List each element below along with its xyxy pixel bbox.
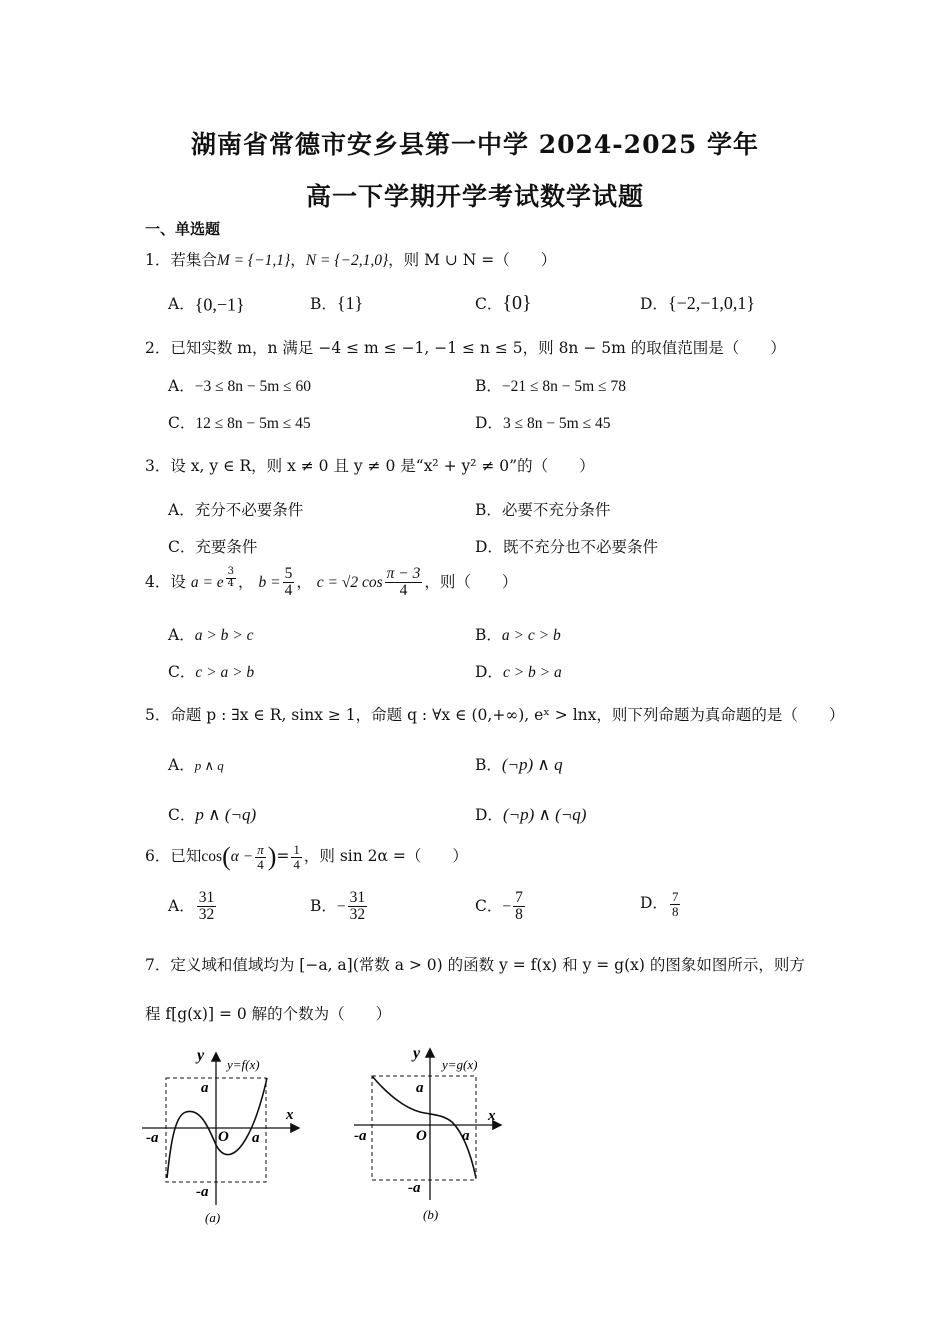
figure-a-a-top: a — [201, 1080, 209, 1096]
question-1: 1．若集合M = {−1,1}，N = {−2,1,0}，则 M ∪ N =（ ） — [145, 251, 557, 269]
figure-b-origin: O — [416, 1128, 427, 1144]
q2-option-b[interactable]: B．−21 ≤ 8n − 5m ≤ 78 — [475, 377, 626, 395]
figure-a-a-right: a — [252, 1130, 260, 1146]
question-3: 3．设 x, y ∈ R，则 x ≠ 0 且 y ≠ 0 是“x² + y² ≠ 0”的（ ） — [145, 457, 595, 475]
q1-option-b[interactable]: B．{1} — [310, 293, 364, 313]
figure-b-caption: (b) — [423, 1207, 439, 1222]
figure-b-x-label: x — [488, 1108, 496, 1124]
q2-option-d[interactable]: D．3 ≤ 8n − 5m ≤ 45 — [475, 414, 611, 432]
figure-b-graph — [350, 1040, 515, 1230]
section-heading: 一、单选题 — [145, 220, 221, 238]
q6-option-d[interactable]: D． $\frac{7}{8}$ — [640, 889, 679, 919]
figure-b-neg-a-left: -a — [354, 1128, 367, 1144]
question-5: 5．命题 p : ∃x ∈ R, sinx ≥ 1，命题 q : ∀x ∈ (0,+∞), eˣ > lnx，则下列命题为真命题的是（ ） — [145, 706, 845, 724]
page-subtitle: 高一下学期开学考试数学试题 — [305, 182, 644, 211]
q2-option-c[interactable]: C．12 ≤ 8n − 5m ≤ 45 — [168, 414, 311, 432]
q1-option-c[interactable]: C．{0} — [475, 292, 532, 314]
figure-b-y-label: y — [413, 1045, 421, 1062]
q4-option-c[interactable]: C．c > a > b — [168, 663, 255, 681]
question-7-line2: 程 f[g(x)] = 0 解的个数为（ ） — [145, 1005, 392, 1023]
figure-b-curve — [372, 1076, 476, 1178]
q2-option-a[interactable]: A．−3 ≤ 8n − 5m ≤ 60 — [168, 377, 312, 395]
q6-option-a[interactable]: A． $\frac{31}{32}$ — [168, 889, 215, 924]
figure-a-graph — [140, 1040, 310, 1230]
figure-a-neg-a-bottom: -a — [196, 1184, 209, 1200]
q5-option-d[interactable]: D．(¬p) ∧ (¬q) — [475, 805, 587, 824]
figure-a-x-label: x — [286, 1107, 294, 1123]
question-2: 2．已知实数 m，n 满足 −4 ≤ m ≤ −1, −1 ≤ n ≤ 5，则 8n − 5m 的取值范围是（ ） — [145, 339, 786, 357]
figure-a-origin: O — [218, 1129, 229, 1145]
q6-option-c[interactable]: C．− $\frac{7}{8}$ — [475, 889, 523, 924]
figure-a-neg-a-left: -a — [146, 1130, 159, 1146]
q5-option-b[interactable]: B．(¬p) ∧ q — [475, 755, 563, 774]
figure-b-func-label: y=g(x) — [442, 1057, 478, 1072]
q3-option-d[interactable]: D．既不充分也不必要条件 — [475, 538, 658, 556]
q3-option-a[interactable]: A．充分不必要条件 — [168, 501, 304, 519]
q4-option-b[interactable]: B．a > c > b — [475, 626, 561, 644]
q4-option-d[interactable]: D．c > b > a — [475, 663, 562, 681]
q5-option-a[interactable]: A．p ∧ q — [168, 756, 224, 774]
q5-option-c[interactable]: C．p ∧ (¬q) — [168, 805, 257, 824]
figure-a-caption: (a) — [205, 1210, 221, 1225]
figure-a-func-label: y=f(x) — [227, 1057, 260, 1072]
figure-b-neg-a-bottom: -a — [408, 1180, 421, 1196]
figure-b-a-right: a — [462, 1128, 470, 1144]
q4-option-a[interactable]: A．a > b > c — [168, 626, 254, 644]
question-4: 4．设 a = e $^{\frac{3}{4}}$ ， b = $\frac{5}{4}$ ， c = √2 cos $\frac{\pi - 3}{4}$ ，则（ ） — [145, 565, 518, 600]
q1-option-d[interactable]: D．{−2,−1,0,1} — [640, 293, 756, 313]
figure-b-a-top: a — [416, 1080, 424, 1096]
question-6: 6．已知cos(α − $\frac{\pi}{4}$ )= $\frac{1}{4}$ ，则 sin 2α =（ ） — [145, 841, 468, 872]
q6-option-b[interactable]: B．− $\frac{31}{32}$ — [310, 889, 366, 924]
q3-option-c[interactable]: C．充要条件 — [168, 538, 258, 556]
page-title: 湖南省常德市安乡县第一中学 2024-2025 学年 — [191, 130, 759, 159]
q3-option-b[interactable]: B．必要不充分条件 — [475, 501, 611, 519]
figure-a-y-label: y — [197, 1047, 205, 1064]
question-7-line1: 7．定义域和值域均为 [−a, a](常数 a > 0) 的函数 y = f(x) 和 y = g(x) 的图象如图所示，则方 — [145, 956, 805, 974]
q1-option-a[interactable]: A．{0,−1} — [168, 294, 245, 315]
